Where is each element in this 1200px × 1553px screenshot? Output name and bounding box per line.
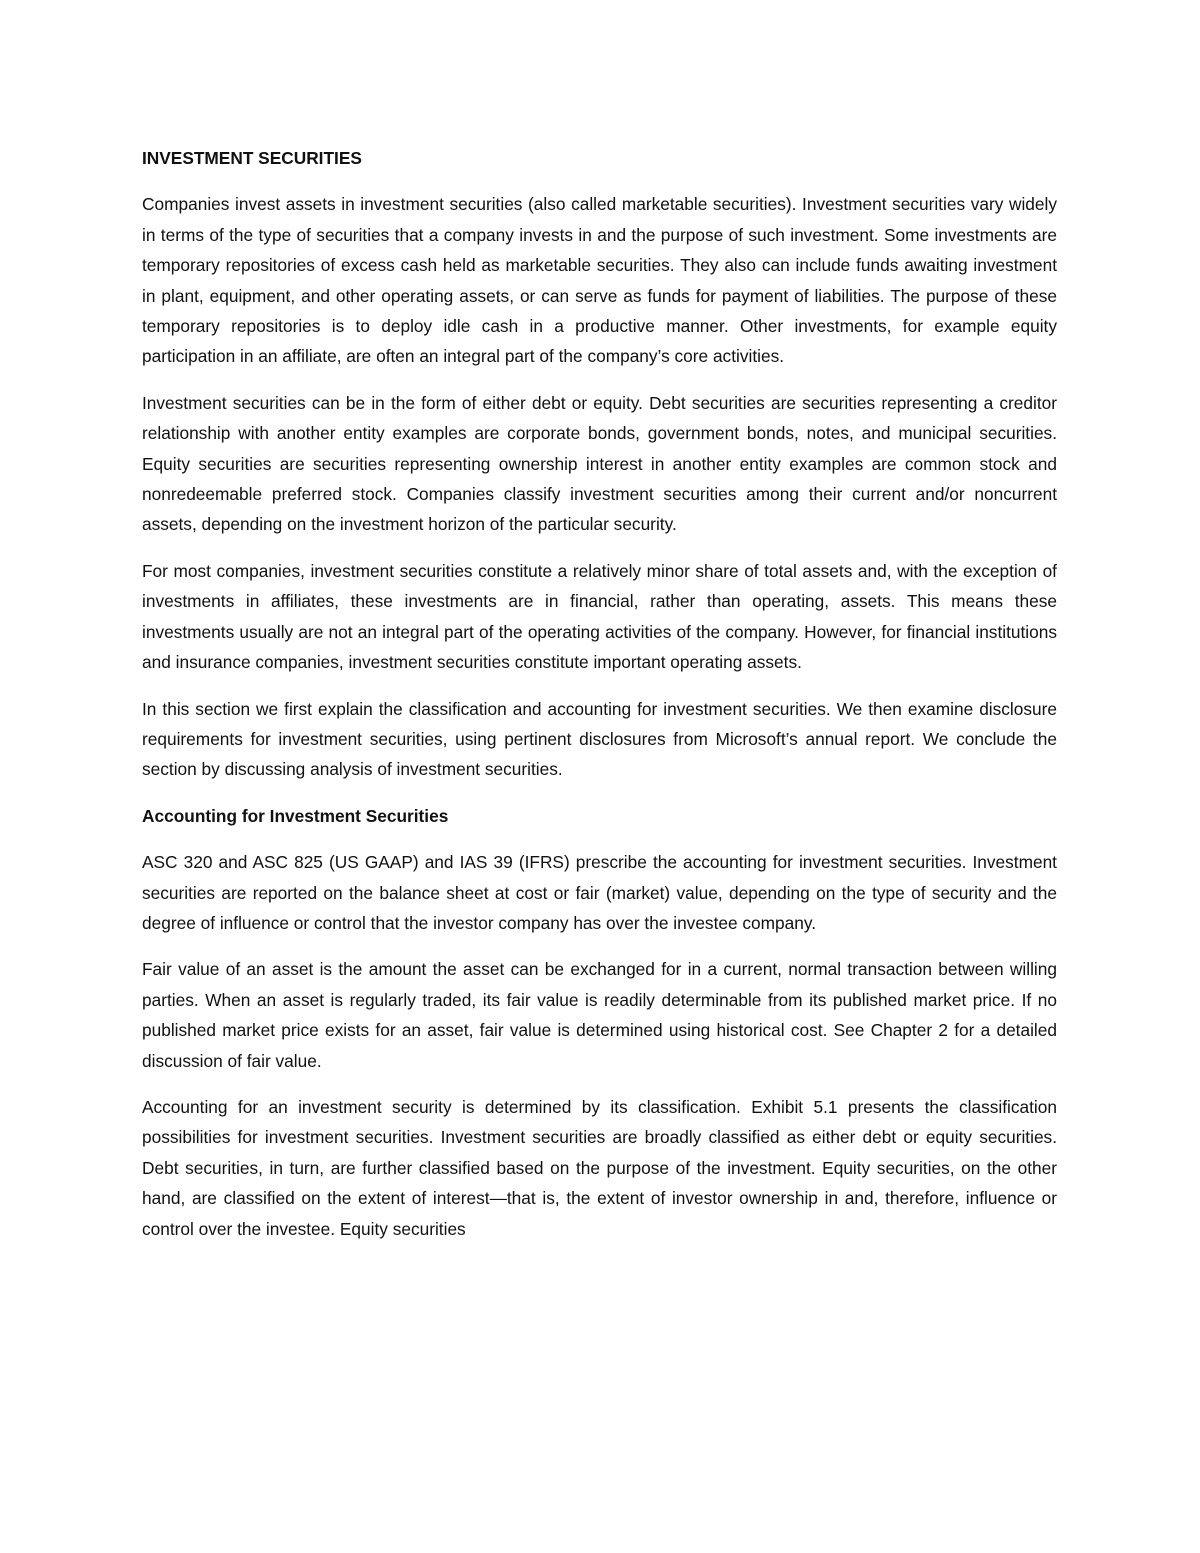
paragraph-intro-4: In this section we first explain the classification and accounting for investment securities. We then examine disclosure requirements for investment securities, using pertinent disclosures from Microsoft’s annual report. We conclude the section by discussing analysis of investment securities. (142, 698, 1057, 780)
document-body (142, 143, 1057, 1244)
paragraph-accounting-1: ASC 320 and ASC 825 (US GAAP) and IAS 39 (IFRS) prescribe the accounting for investment securities. Investment securities are reported on the balance sheet at cost or fair (market) value, depending on the type of security and the degree of influence or control that the investor company has over the investee company. (142, 852, 1057, 933)
paragraph-accounting-3: Accounting for an investment security is determined by its classification. Exhibit 5.1 presents the classification possibilities for investment securities. Investment securities are broadly classified as either debt or equity securities. Debt securities, in turn, are further classified based on the purpose of the investment. Equity securities, on the other hand, are classified on the extent of interest—that is, the extent of investor ownership in and, therefore, influence or control over the investee. Equity securities (142, 1096, 1057, 1239)
section-subheading: Accounting for Investment Securities (142, 805, 449, 826)
paragraph-accounting-2: Fair value of an asset is the amount the asset can be exchanged for in a current, normal transaction between willing parties. When an asset is regularly traded, its fair value is readily determinable from its published market price. If no published market price exists for an asset, fair value is determined using historical cost. See Chapter 2 for a detailed discussion of fair value. (142, 959, 1057, 1071)
document-title: INVESTMENT SECURITIES (142, 148, 362, 168)
paragraph-intro-2: Investment securities can be in the form of either debt or equity. Debt securities are securities representing a creditor relationship with another entity examples are corporate bonds, government bonds, notes, and municipal securities. Equity securities are securities representing ownership interest in another entity examples are common stock and nonredeemable preferred stock. Companies classify investment securities among their current and/or noncurrent assets, depending on the investment horizon of the particular security. (142, 392, 1057, 535)
paragraph-intro-1: Companies invest assets in investment securities (also called marketable securities). Investment securities vary widely in terms of the type of securities that a company invests in and the purpose of such investment. Some investments are temporary repositories of excess cash held as marketable securities. They also can include funds awaiting investment in plant, equipment, and other operating assets, or can serve as funds for payment of liabilities. The purpose of these temporary repositories is to deploy idle cash in a productive manner. Other investments, for example equity participation in an affiliate, are often an integral part of the company’s core activities. (142, 194, 1057, 367)
paragraph-intro-3: For most companies, investment securities constitute a relatively minor share of total assets and, with the exception of investments in affiliates, these investments are in financial, rather than operating, assets. This means these investments usually are not an integral part of the operating activities of the company. However, for financial institutions and insurance companies, investment securities constitute important operating assets. (142, 560, 1057, 673)
